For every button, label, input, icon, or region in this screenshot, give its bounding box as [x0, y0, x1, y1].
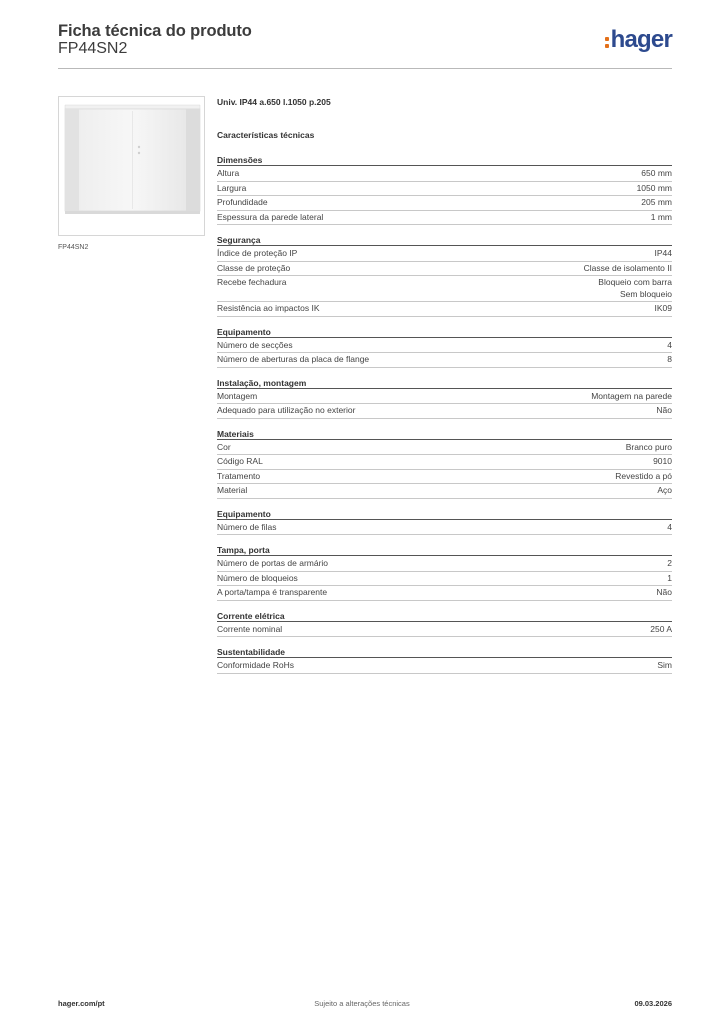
spec-value-line: 4: [667, 521, 672, 532]
spec-value-line: Sem bloqueio: [620, 288, 672, 299]
spec-label: Altura: [217, 168, 240, 178]
spec-value-line: IK09: [654, 303, 672, 313]
spec-value-line: Aço: [657, 485, 672, 495]
spec-row: [217, 276, 672, 302]
section-heading: Características técnicas: [217, 130, 315, 140]
spec-content: [217, 96, 672, 684]
spec-value-line: Não: [656, 405, 672, 415]
spec-group: [217, 647, 672, 674]
cabinet-illustration-icon: [59, 97, 206, 237]
spec-group-title: Equipamento: [217, 327, 672, 338]
spec-row: [217, 572, 672, 587]
spec-group-title: Dimensões: [217, 155, 672, 166]
spec-label: Recebe fechadura: [217, 277, 287, 287]
spec-label: Montagem: [217, 390, 258, 401]
spec-row: [217, 302, 672, 317]
spec-row: [217, 211, 672, 226]
spec-value-line: Não: [656, 587, 672, 597]
product-image: [58, 96, 205, 236]
spec-label: Número de secções: [217, 339, 293, 350]
spec-group-title: Equipamento: [217, 509, 672, 520]
spec-value-line: Revestido a pó: [615, 470, 672, 481]
spec-row: [217, 557, 672, 572]
spec-value: [656, 587, 672, 599]
spec-row: [217, 262, 672, 277]
spec-row: [217, 521, 672, 536]
spec-group: [217, 378, 672, 419]
spec-value: [641, 168, 672, 180]
spec-label: Cor: [217, 441, 231, 452]
spec-value: [591, 391, 672, 403]
spec-value: [657, 660, 672, 672]
spec-row: [217, 404, 672, 419]
spec-value-line: 650 mm: [641, 168, 672, 178]
spec-row: [217, 167, 672, 182]
spec-group: [217, 611, 672, 638]
spec-group-title: Sustentabilidade: [217, 647, 672, 658]
spec-value: [637, 183, 672, 195]
spec-value-line: 2: [667, 558, 672, 568]
spec-row: [217, 586, 672, 601]
spec-value: [667, 354, 672, 366]
spec-row: [217, 390, 672, 405]
spec-group-title: Corrente elétrica: [217, 611, 672, 622]
spec-group: [217, 429, 672, 499]
spec-value: [653, 456, 672, 468]
spec-value: [667, 522, 672, 534]
spec-row: [217, 182, 672, 197]
spec-value-line: Bloqueio com barra: [598, 277, 672, 287]
spec-value-line: Sim: [657, 660, 672, 670]
spec-row: [217, 339, 672, 354]
spec-label: Número de bloqueios: [217, 572, 298, 583]
spec-value-line: 9010: [653, 456, 672, 466]
spec-group: [217, 509, 672, 536]
spec-value: [626, 442, 672, 454]
spec-label: Classe de proteção: [217, 262, 291, 273]
spec-value: [656, 405, 672, 417]
spec-row: [217, 353, 672, 368]
spec-value: [615, 471, 672, 483]
spec-value-line: 4: [667, 339, 672, 350]
spec-value: [655, 248, 673, 260]
spec-label: Profundidade: [217, 197, 268, 207]
spec-label: Número de portas de armário: [217, 558, 329, 568]
spec-value: [667, 573, 672, 585]
spec-row: [217, 470, 672, 485]
spec-label: Adequado para utilização no exterior: [217, 405, 356, 415]
spec-label: Tratamento: [217, 470, 261, 481]
spec-row: [217, 441, 672, 456]
spec-row: [217, 623, 672, 638]
page-header: [58, 20, 672, 68]
spec-label: A porta/tampa é transparente: [217, 587, 328, 597]
spec-label: Material: [217, 485, 248, 495]
spec-label: Largura: [217, 182, 247, 193]
spec-value-line: 205 mm: [641, 197, 672, 207]
spec-group-title: Instalação, montagem: [217, 378, 672, 389]
document-title: Ficha técnica do produto: [58, 22, 252, 40]
spec-value: [667, 558, 672, 570]
spec-label: Número de filas: [217, 521, 277, 532]
spec-group: [217, 327, 672, 368]
spec-row: [217, 196, 672, 211]
spec-label: Código RAL: [217, 456, 263, 466]
spec-label: Número de aberturas da placa de flange: [217, 354, 370, 364]
spec-value: [655, 303, 673, 315]
spec-value-line: 8: [667, 354, 672, 364]
product-reference: FP44SN2: [58, 40, 128, 57]
spec-value: [651, 212, 672, 224]
spec-row: [217, 659, 672, 674]
spec-value-line: Classe de isolamento II: [583, 262, 672, 273]
spec-groups: [217, 155, 672, 674]
spec-value-line: IP44: [654, 248, 672, 258]
spec-value-line: Branco puro: [625, 441, 672, 452]
spec-group: [217, 155, 672, 225]
spec-value: [657, 485, 672, 497]
spec-label: Espessura da parede lateral: [217, 211, 324, 222]
spec-value: [584, 263, 672, 275]
product-name: Univ. IP44 a.650 l.1050 p.205: [217, 97, 331, 107]
footer-website[interactable]: hager.com/pt: [58, 999, 105, 1008]
spec-value-line: 1 mm: [650, 211, 672, 222]
logo-dots-icon: [605, 37, 609, 48]
spec-group-title: Tampa, porta: [217, 545, 672, 556]
spec-group-title: Segurança: [217, 235, 672, 246]
spec-row: [217, 247, 672, 262]
spec-value: [641, 197, 672, 209]
spec-label: Conformidade RoHs: [217, 660, 295, 670]
spec-row: [217, 455, 672, 470]
spec-value-line: 250 A: [650, 623, 672, 634]
hager-logo: [605, 27, 672, 53]
spec-label: Corrente nominal: [217, 623, 283, 634]
spec-value: [598, 277, 672, 300]
spec-group: [217, 545, 672, 601]
spec-label: Resistência ao impactos IK: [217, 303, 320, 313]
spec-label: Índice de proteção IP: [217, 248, 298, 258]
logo-text: hager: [610, 26, 672, 53]
spec-value-line: 1050 mm: [636, 182, 672, 193]
spec-group: [217, 235, 672, 317]
spec-row: [217, 484, 672, 499]
header-divider: [58, 68, 672, 69]
spec-value-line: 1: [667, 572, 672, 583]
footer-date: 09.03.2026: [634, 999, 672, 1008]
image-caption: FP44SN2: [58, 244, 89, 251]
spec-value: [667, 340, 672, 352]
spec-group-title: Materiais: [217, 429, 672, 440]
spec-value: [650, 624, 672, 636]
footer-notice: Sujeito a alterações técnicas: [314, 999, 410, 1008]
spec-value-line: Montagem na parede: [591, 390, 672, 401]
